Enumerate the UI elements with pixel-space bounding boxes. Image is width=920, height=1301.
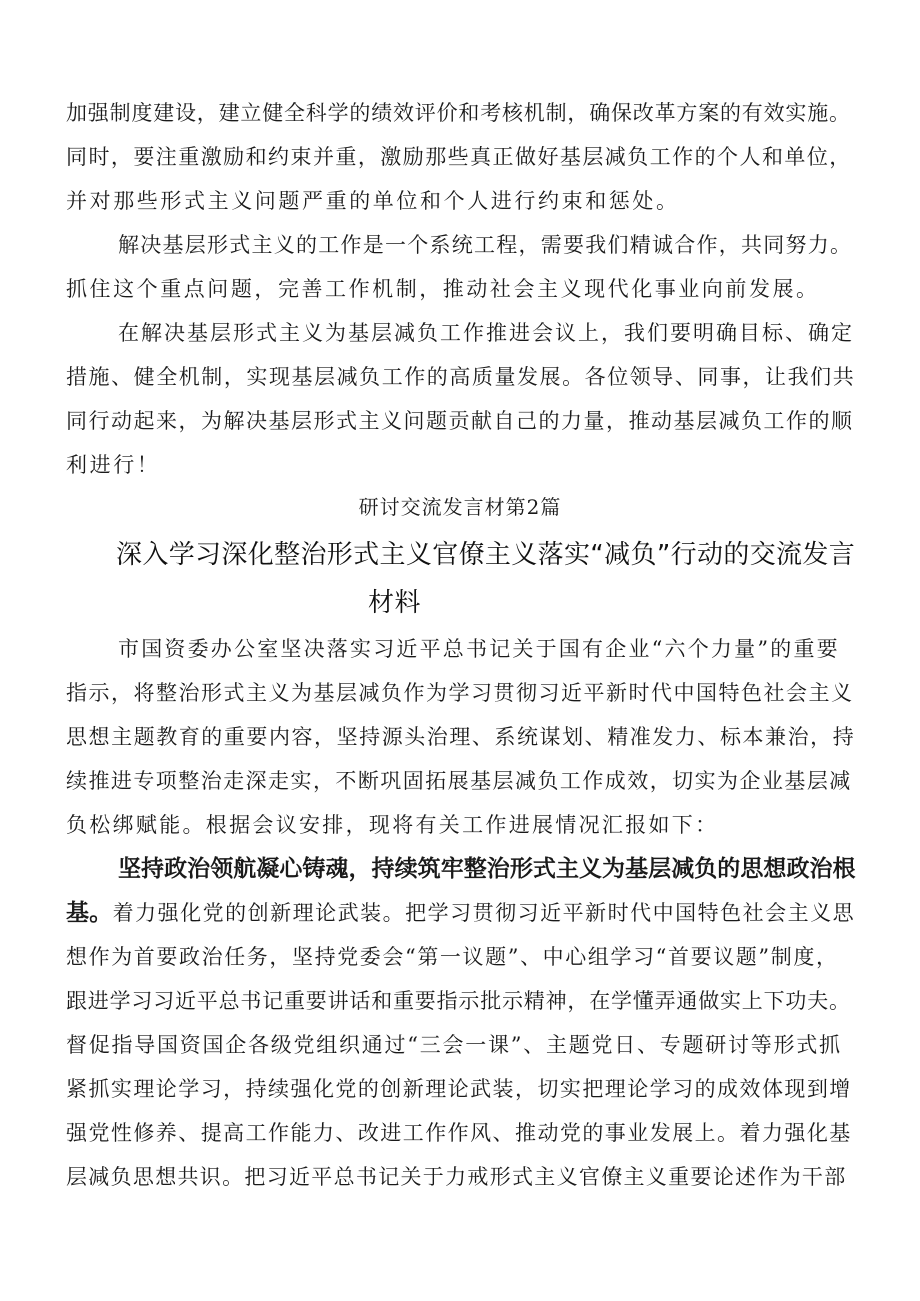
paragraph-line [66,898,855,928]
paragraph-line: 在解决基层形式主义为基层减负工作推进会议上，我们要明确目标、确定 [118,321,854,345]
paragraph-line: 强党性修养、提高工作能力、改进工作作风、推动党的事业发展上。着力强化基 [66,1121,852,1145]
section-heading-tail: 基。 [66,900,113,926]
paragraph-line: 思想主题教育的重要内容，坚持源头治理、系统谋划、精准发力、标本兼治，持 [66,725,856,749]
paragraph-line: 同行动起来，为解决基层形式主义问题贡献自己的力量，推动基层减负工作的顺 [66,409,854,433]
paragraph-text: 着力强化党的创新理论武装。把学习贯彻习近平新时代中国特色社会主义思 [112,901,856,925]
paragraph-line: 加强制度建设，建立健全科学的绩效评价和考核机制，确保改革方案的有效实施。 [66,101,851,125]
article-title-line-2: 材料 [368,588,422,618]
paragraph-line: 市国资委办公室坚决落实习近平总书记关于国有企业“六个力量”的重要 [118,637,840,661]
paragraph-line: 负松绑赋能。根据会议安排，现将有关工作进展情况汇报如下： [66,813,719,837]
paragraph-line: 同时，要注重激励和约束并重，激励那些真正做好基层减负工作的个人和单位， [66,145,852,169]
paragraph-line: 层减负思想共识。把习近平总书记关于力戒形式主义官僚主义重要论述作为干部 [66,1165,847,1189]
paragraph-line: 紧抓实理论学习，持续强化党的创新理论武装，切实把理论学习的成效体现到增 [66,1077,852,1101]
paragraph-line: 督促指导国资国企各级党组织通过“三会一课”、主题党日、专题研讨等形式抓 [66,1033,842,1057]
paragraph-line: 指示，将整治形式主义为基层减负作为学习贯彻习近平新时代中国特色社会主义 [66,681,854,705]
article-title-line-1: 深入学习深化整治形式主义官僚主义落实“减负”行动的交流发言 [116,540,856,570]
paragraph-line: 续推进专项整治走深走实，不断巩固拓展基层减负工作成效，切实为企业基层减 [66,769,852,793]
paragraph-line: 解决基层形式主义的工作是一个系统工程，需要我们精诚合作，共同努力。 [118,233,853,257]
paragraph-line: 抓住这个重点问题，完善工作机制，推动社会主义现代化事业向前发展。 [66,277,820,301]
section-heading: 坚持政治领航凝心铸魂，持续筑牢整治形式主义为基层减负的思想政治根 [118,856,856,882]
paragraph-line: 并对那些形式主义问题严重的单位和个人进行约束和惩处。 [66,189,680,213]
article-subtitle: 研讨交流发言材第2篇 [358,495,562,519]
paragraph-line: 措施、健全机制，实现基层减负工作的高质量发展。各位领导、同事，让我们共 [66,365,856,389]
paragraph-line: 利进行！ [66,453,161,477]
paragraph-line: 跟进学习习近平总书记重要讲话和重要指示批示精神，在学懂弄通做实上下功夫。 [66,989,851,1013]
paragraph-line: 想作为首要政治任务，坚持党委会“第一议题”、中心组学习“首要议题”制度， [66,945,839,969]
